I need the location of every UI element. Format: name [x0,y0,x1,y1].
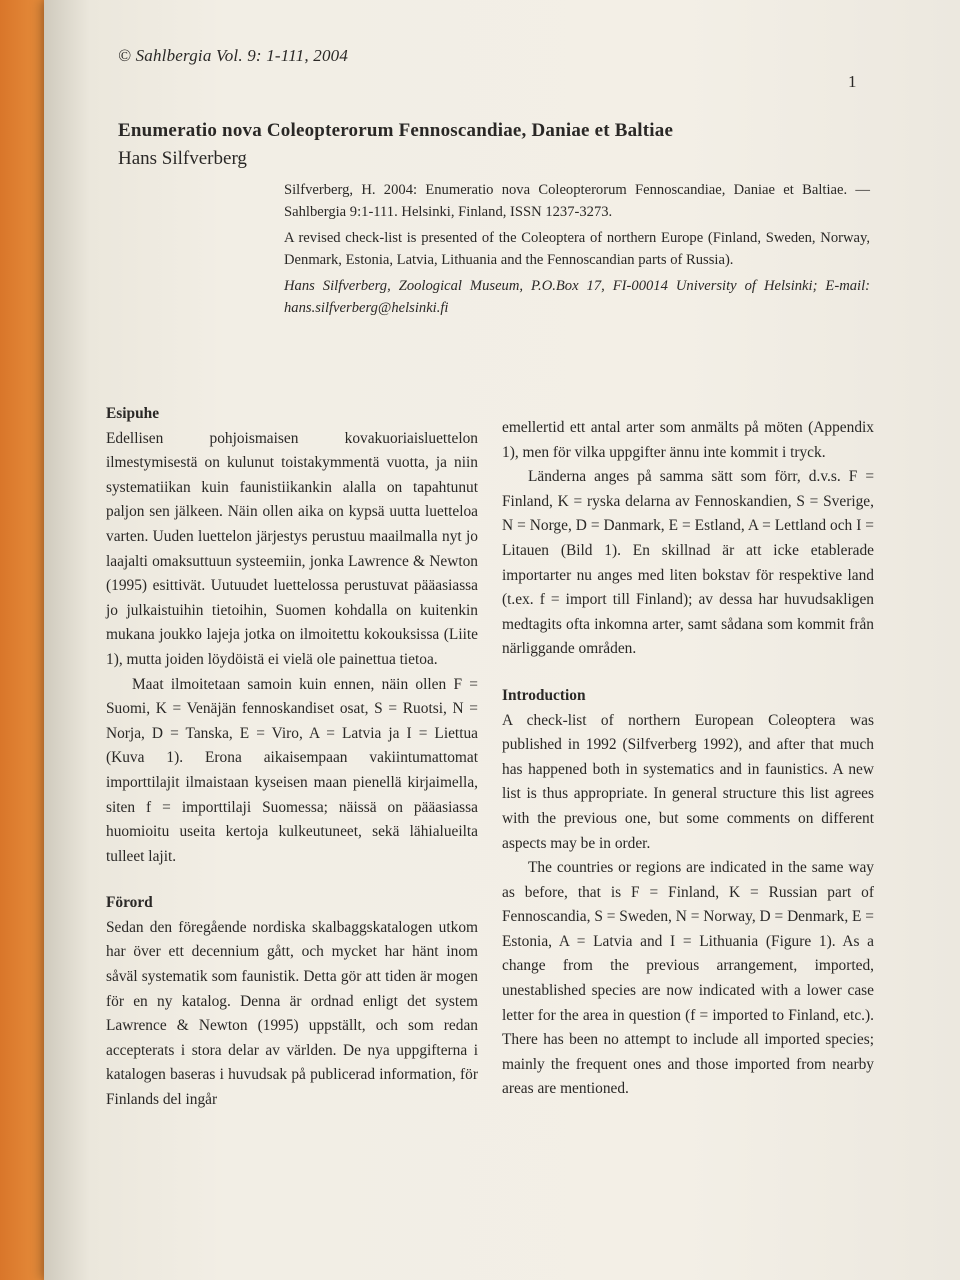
section-heading-forord: Förord [106,894,153,912]
article-title: Enumeratio nova Coleopterorum Fennoscandiae, Daniae et Baltiae [118,120,674,141]
left-column [106,402,478,1113]
abstract-text: A revised check-list is presented of the Coleoptera of northern Europe (Finland, Sweden, Norway, Denmark, Estonia, Latvia, Lithuania and the Fennoscandian parts of Russia). [284,230,870,268]
introduction-paragraph-2: The countries or regions are indicated in the same way as before, that is F = Finland, K = Russian part of Fennoscandia, S = Sweden, N = Norway, D = Denmark, E = Estonia, A = Latvia and I = Lithuania (Figure 1). As a change from the previous arrangement, imported, unestablished species are now indicated with a lower case letter for the area in question (f = imported to Finland, etc.). There has been no attempt to include all imported species; mainly the frequent ones and those imported from nearby areas are mentioned. [502,859,874,1098]
esipuhe-paragraph-2: Maat ilmoitetaan samoin kuin ennen, näin ollen F = Suomi, K = Venäjän fennoskandiset osat, S = Ruotsi, N = Norja, D = Tanska, E = Viro, A = Latvia ja I = Liettua (Kuva 1). Erona aikaisempaan vakiintumattomat importtilajit ilmaistaan kyseisen maan pienellä kirjaimella, siten f = importtilaji Suomessa; näissä on pääasiassa huomioitu useita kertoja kulkeutuneet, sekä lähialueilta tulleet lajit. [106,675,478,865]
article-author: Hans Silfverberg [118,148,247,169]
right-column [502,416,874,1102]
page-number: 1 [848,72,857,91]
citation: Silfverberg, H. 2004: Enumeratio nova Coleopterorum Fennoscandiae, Daniae et Baltiae. — Sahlbergia 9:1-111. Helsinki, Finland, ISSN 1237-3273. [284,182,870,220]
introduction-paragraph-1: A check-list of northern European Coleoptera was published in 1992 (Silfverberg 1992), and after that much has happened both in systematics and in faunistics. A new list is thus appropriate. In general structure this list agrees with the previous one, but some comments on different aspects may be in order. [502,711,874,852]
abstract-block [284,180,870,324]
section-heading-introduction: Introduction [502,686,586,704]
forord-paragraph-2: Länderna anges på samma sätt som förr, d.v.s. F = Finland, K = ryska delarna av Fennoskandien, S = Sverige, N = Norge, D = Danmark, E = Estland, A = Lettland och I = Litauen (Bild 1). En skillnad är att icke etablerade importarter nu anges med liten bokstav för respektive land (t.ex. f = import till Finland); av dessa har huvudsakligen medtagits ofta inkomna arter, samt sådana som kommit från närliggande områden. [502,468,874,658]
forord-paragraph-1-continued: emellertid ett antal arter som anmälts på möten (Appendix 1), men för vilka uppgifter ännu inte kommit i tryck. [502,419,874,461]
running-head: © Sahlbergia Vol. 9: 1-111, 2004 [118,46,349,65]
section-heading-esipuhe: Esipuhe [106,405,160,422]
journal-page [44,0,960,1280]
esipuhe-paragraph-1: Edellisen pohjoismaisen kovakuoriaisluettelon ilmestymisestä on kulunut toistakymmentä vuotta, ja niin systematiikan kuin faunistiikankin alalla on tapahtunut paljon sen jälkeen. Näin ollen aika on kypsä uutta luetteloa varten. Uuden luettelon järjestys perustuu maailmalla nyt jo laajalti omaksuttuun systeemiin, jonka Lawrence & Newton (1995) esittivät. Uutuudet luettelossa perustuvat pääasiassa jo julkaistuihin tietoihin, Suomen kohdalla on kuitenkin mukana joukko lajeja jotka on ilmoitettu kokouksissa (Liite 1), mutta joiden löydöistä ei vielä ole painettua tietoa. [106,429,478,668]
author-affiliation: Hans Silfverberg, Zoological Museum, P.O.Box 17, FI-00014 University of Helsinki; E-mail: hans.silfverberg@helsinki.fi [284,278,870,316]
forord-paragraph-1: Sedan den föregående nordiska skalbaggskatalogen utkom har över ett decennium gått, och mycket har hänt inom såväl systematik som faunistik. Detta gör att tiden är mogen för en ny katalog. Denna är ordnad enligt det system Lawrence & Newton (1995) uppställt, och som redan accepterats i stora delar av världen. De nya uppgifterna i katalogen baseras i huvudsak på publicerad information, för Finlands del ingår [106,918,478,1109]
